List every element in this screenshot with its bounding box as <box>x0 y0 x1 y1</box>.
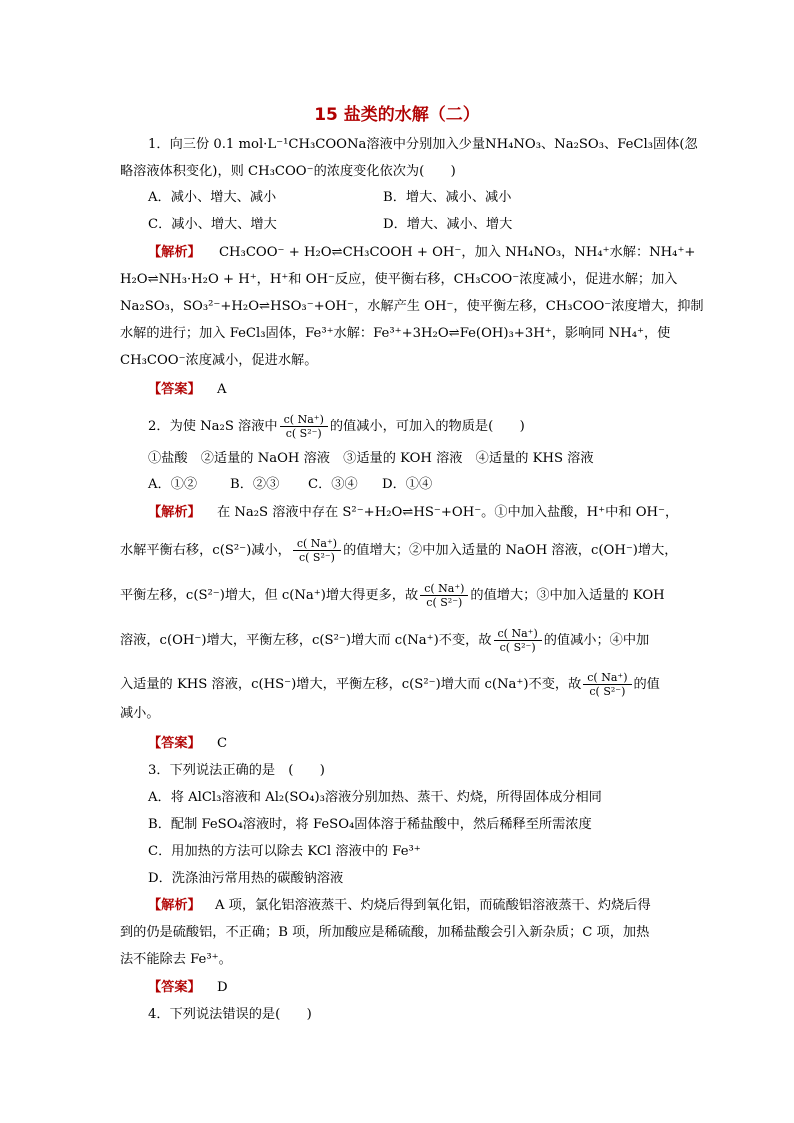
analysis-text: 在 Na₂S 溶液中存在 S²⁻+H₂O⇌HS⁻+OH⁻。①中加入盐酸，H⁺中和 OH⁻， <box>216 505 679 520</box>
page-title: 15 盐类的水解（二） <box>314 105 480 125</box>
fraction-numerator: c( Na⁺) <box>420 582 468 596</box>
q2-stem-post: 的值减小，可加入的物质是( ) <box>329 419 525 434</box>
analysis-tag: 【解析】 <box>148 245 201 260</box>
fraction <box>420 582 468 609</box>
q3-answer-line <box>148 979 228 997</box>
q3-option-a: A．将 AlCl₃溶液和 Al₂(SO₄)₃溶液分别加热、蒸干、灼烧，所得固体成分相同 <box>148 790 602 805</box>
q1-answer-line <box>148 381 226 399</box>
q3-analysis-line3: 法不能除去 Fe³⁺。 <box>120 952 232 967</box>
analysis-text: 的值增大；②中加入适量的 NaOH 溶液，c(OH⁻)增大， <box>343 543 678 558</box>
analysis-tag: 【解析】 <box>148 898 201 913</box>
analysis-text: 溶液，c(OH⁻)增大，平衡左移，c(S²⁻)增大而 c(Na⁺)不变，故 <box>120 633 492 648</box>
q1-stem-line2: 略溶液体积变化)，则 CH₃COO⁻的浓度变化依次为( ) <box>120 164 456 179</box>
q3-stem: 3．下列说法正确的是 ( ) <box>148 763 325 778</box>
q2-analysis-line2 <box>120 537 678 564</box>
fraction-denominator: c( S²⁻) <box>298 551 335 564</box>
q2-answer-line <box>148 735 227 753</box>
q2-option-d: D．①④ <box>382 477 433 492</box>
q2-analysis-line5 <box>120 671 660 698</box>
fraction-numerator: c( Na⁺) <box>293 537 341 551</box>
fraction-denominator: c( S²⁻) <box>499 641 536 654</box>
analysis-text: 平衡左移，c(S²⁻)增大，但 c(Na⁺)增大得更多，故 <box>120 588 419 603</box>
analysis-text: 水解平衡右移，c(S²⁻)减小， <box>120 543 291 558</box>
q1-analysis-line2: H₂O⇌NH₃·H₂O + H⁺，H⁺和 OH⁻反应，使平衡右移，CH₃COO⁻浓度减小，促进水解；加入 <box>120 272 678 287</box>
q3-option-b: B．配制 FeSO₄溶液时，将 FeSO₄固体溶于稀盐酸中，然后稀释至所需浓度 <box>148 817 592 832</box>
q4-stem: 4．下列说法错误的是( ) <box>148 1007 312 1022</box>
analysis-text: 的值 <box>633 677 660 692</box>
q3-analysis-line2: 到的仍是硫酸铝，不正确；B 项，所加酸应是稀硫酸，加稀盐酸会引入新杂质；C 项，加热 <box>120 925 650 940</box>
q1-analysis-line4: 水解的进行；加入 FeCl₃固体，Fe³⁺水解：Fe³⁺+3H₂O⇌Fe(OH)₃+3H⁺，影响同 NH₄⁺，使 <box>120 326 671 341</box>
answer-value: A <box>216 382 227 397</box>
fraction <box>293 537 341 564</box>
q3-analysis-line1 <box>148 897 651 915</box>
q2-stem <box>148 413 525 440</box>
q1-option-c: C．减小、增大、增大 <box>148 217 277 232</box>
q2-analysis-line1 <box>148 504 678 522</box>
answer-tag: 【答案】 <box>148 736 201 751</box>
fraction-numerator: c( Na⁺) <box>583 671 631 685</box>
q1-analysis-line1 <box>148 244 695 262</box>
q2-option-a: A．①② <box>148 477 198 492</box>
q2-options <box>148 476 432 494</box>
fraction <box>494 627 542 654</box>
analysis-tag: 【解析】 <box>148 505 201 520</box>
q2-option-b: B．②③ <box>230 477 280 492</box>
q2-analysis-line3 <box>120 582 665 609</box>
q1-analysis-line5: CH₃COO⁻浓度减小，促进水解。 <box>120 353 318 368</box>
answer-tag: 【答案】 <box>148 980 201 995</box>
q1-option-d: D．增大、减小、增大 <box>383 217 513 232</box>
q2-option-c: C．③④ <box>308 477 358 492</box>
fraction <box>583 671 631 698</box>
q2-analysis-line6: 减小。 <box>120 706 160 721</box>
analysis-text: 的值减小；④中加 <box>543 633 650 648</box>
fraction-denominator: c( S²⁻) <box>285 427 322 440</box>
q1-option-b: B．增大、减小、减小 <box>383 190 512 205</box>
fraction-denominator: c( S²⁻) <box>589 685 626 698</box>
analysis-text: 入适量的 KHS 溶液，c(HS⁻)增大，平衡左移，c(S²⁻)增大而 c(Na⁺)不变，故 <box>120 677 582 692</box>
answer-value: D <box>216 980 228 995</box>
answer-tag: 【答案】 <box>148 382 201 397</box>
analysis-text: 的值增大；③中加入适量的 KOH <box>470 588 665 603</box>
fraction-numerator: c( Na⁺) <box>494 627 542 641</box>
analysis-text: A 项，氯化铝溶液蒸干、灼烧后得到氧化铝，而硫酸铝溶液蒸干、灼烧后得 <box>214 898 651 913</box>
analysis-text: CH₃COO⁻ + H₂O⇌CH₃COOH + OH⁻，加入 NH₄NO₃，NH₄⁺水解：NH₄⁺+ <box>218 245 696 260</box>
q2-choices: ①盐酸 ②适量的 NaOH 溶液 ③适量的 KOH 溶液 ④适量的 KHS 溶液 <box>148 451 594 466</box>
q2-analysis-line4 <box>120 627 649 654</box>
fraction-denominator: c( S²⁻) <box>426 596 463 609</box>
fraction-numerator: c( Na⁺) <box>280 413 328 427</box>
answer-value: C <box>216 736 228 751</box>
q2-stem-pre: 2．为使 Na₂S 溶液中 <box>148 419 278 434</box>
q1-stem-line1: 1．向三份 0.1 mol·L⁻¹CH₃COONa溶液中分别加入少量NH₄NO₃、Na₂SO₃、FeCl₃固体(忽 <box>148 137 698 152</box>
fraction <box>280 413 328 440</box>
q1-option-a: A．减小、增大、减小 <box>148 190 277 205</box>
q1-analysis-line3: Na₂SO₃，SO₃²⁻+H₂O⇌HSO₃⁻+OH⁻，水解产生 OH⁻，使平衡左移，CH₃COO⁻浓度增大，抑制 <box>120 299 704 314</box>
q3-option-c: C．用加热的方法可以除去 KCl 溶液中的 Fe³⁺ <box>148 844 421 859</box>
q3-option-d: D．洗涤油污常用热的碳酸钠溶液 <box>148 871 344 886</box>
